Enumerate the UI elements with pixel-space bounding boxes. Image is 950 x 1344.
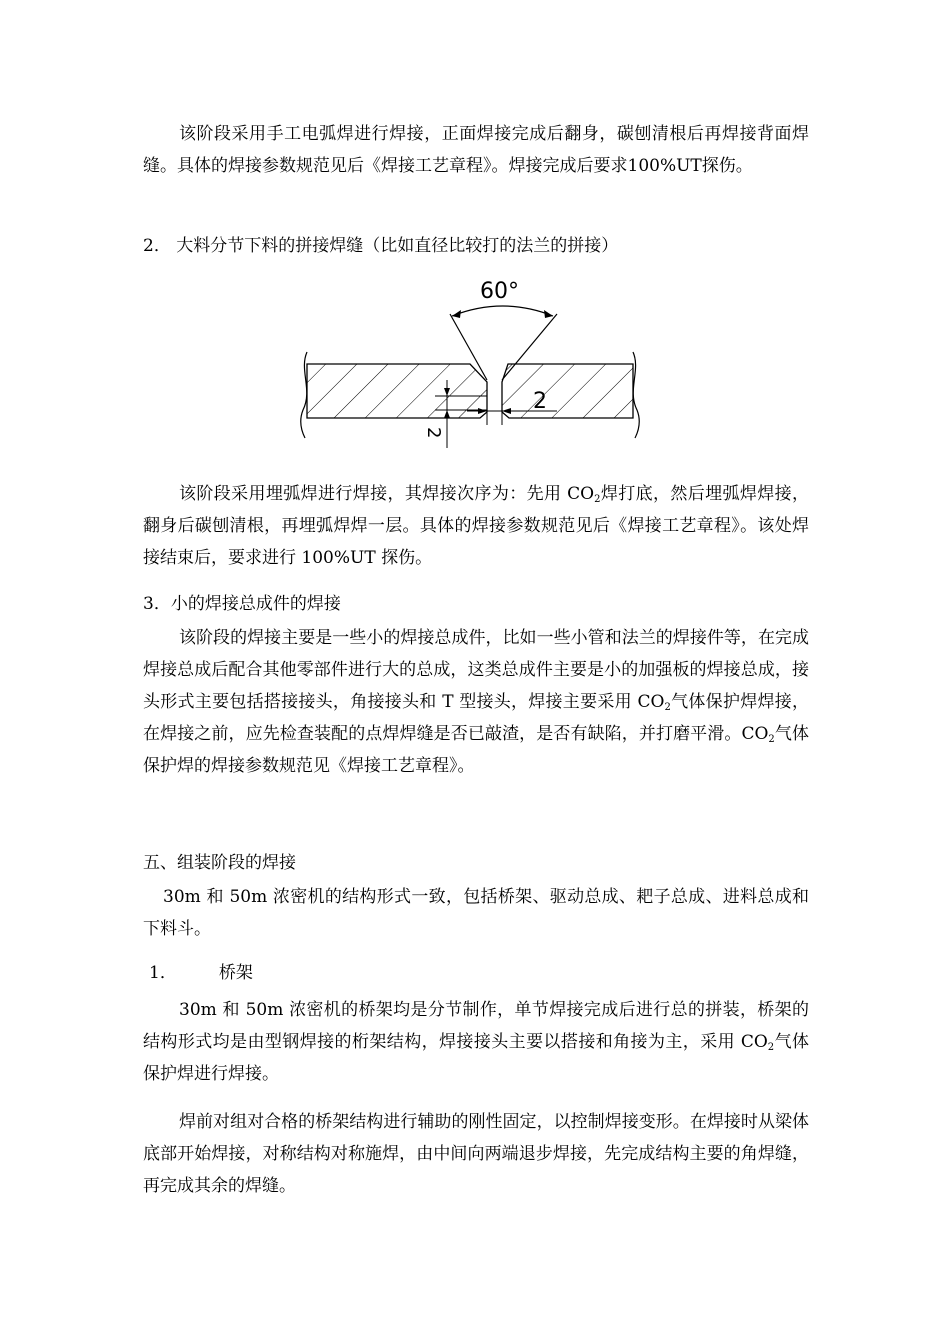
- paragraph-small-assemblies: 该阶段的焊接主要是一些小的焊接总成件，比如一些小管和法兰的焊接件等，在完成焊接总成后配合其他零部件进行大的总成，这类总成件主要是小的加强板的焊接总成，接头形式主要包括搭接接头，角接接头和 T 型接头，焊接主要采用 $CO_2$气体保护焊焊接，在焊接之前，应先检查装配的点焊焊缝是否已敲渣，是否有缺陷，并打磨平滑。$CO_2$气体保护焊的焊接参数规范见《焊接工艺章程》。: [143, 628, 810, 776]
- paragraph-manual-arc-welding: 该阶段采用手工电弧焊进行焊接，正面焊接完成后翻身，碳刨清根后再焊接背面焊缝。具体的焊接参数规范见后《焊接工艺章程》。焊接完成后要求100%UT探伤。: [143, 124, 809, 176]
- heading-2-splice-weld: 2． 大料分节下料的拼接焊缝（比如直径比较打的法兰的拼接）: [143, 236, 619, 256]
- weld-groove-diagram: [295, 270, 645, 460]
- right-plate: [502, 364, 633, 418]
- heading-3-small-assemblies: 3．小的焊接总成件的焊接: [143, 594, 341, 614]
- paragraph-bridge-structure: 30m 和 50m 浓密机的桥架均是分节制作，单节焊接完成后进行总的拼装，桥架的结构形式均是由型钢焊接的桁架结构，焊接接头主要以搭接和角接为主，采用 $CO_2$气体保护焊进行焊接。: [143, 1000, 809, 1084]
- gap-label: 2: [533, 389, 547, 414]
- paragraph-thickener-structure: 30m 和 50m 浓密机的结构形式一致，包括桥架、驱动总成、耙子总成、进料总成和下料斗。: [143, 887, 809, 939]
- heading-bridge: 1． 桥架: [149, 963, 253, 983]
- heading-5-assembly-welding: 五、组装阶段的焊接: [143, 853, 296, 873]
- paragraph-submerged-arc: 该阶段采用埋弧焊进行焊接，其焊接次序为：先用 $CO_2$焊打底，然后埋弧焊焊接，翻身后碳刨清根，再埋弧焊焊一层。具体的焊接参数规范见后《焊接工艺章程》。该处焊接结束后，要求进行 100%UT 探伤。: [143, 484, 810, 568]
- root-face-label: 2: [423, 427, 444, 439]
- angle-label: 60°: [480, 279, 519, 304]
- paragraph-welding-sequence: 焊前对组对合格的桥架结构进行辅助的刚性固定，以控制焊接变形。在焊接时从梁体底部开始焊接，对称结构对称施焊，由中间向两端退步焊接，先完成结构主要的角焊缝，再完成其余的焊缝。: [143, 1112, 809, 1196]
